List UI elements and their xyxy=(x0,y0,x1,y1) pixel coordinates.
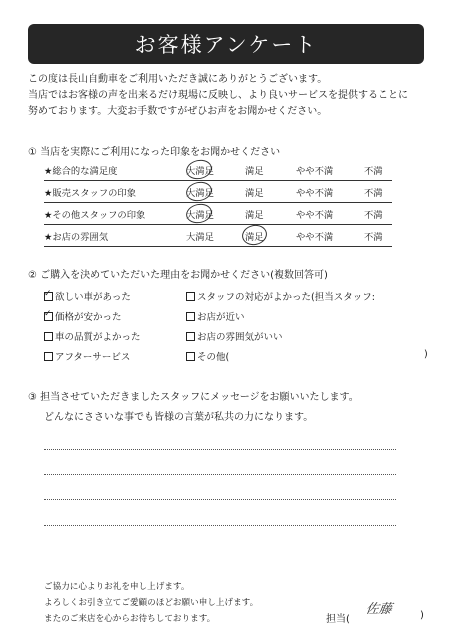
checkbox[interactable] xyxy=(44,289,53,301)
message-line xyxy=(44,474,396,475)
page-title: お客様アンケート xyxy=(28,24,424,64)
answer-circle-mark xyxy=(184,158,213,182)
checkbox[interactable] xyxy=(44,309,53,321)
reason-low-price[interactable] xyxy=(44,309,122,323)
row-divider xyxy=(44,246,392,247)
q3-heading: ③ 担当させていただきましたスタッフにメッセージをお願いいたします。 xyxy=(28,392,359,403)
reason-other[interactable] xyxy=(186,349,229,363)
other-close-paren: ) xyxy=(424,349,428,360)
row-divider xyxy=(44,180,392,181)
checkbox[interactable] xyxy=(186,352,195,361)
reason-label: スタッフの対応がよかった(担当スタッフ: xyxy=(197,292,375,303)
checkbox[interactable] xyxy=(44,352,53,361)
reason-car-quality[interactable] xyxy=(44,329,141,343)
reason-store-nearby[interactable] xyxy=(186,309,245,323)
closing-line-3: またのご来店を心からお待ちしております。 xyxy=(44,614,216,624)
reason-label: お店の雰囲気がいい xyxy=(197,332,283,343)
reason-after-service[interactable] xyxy=(44,349,130,363)
option-satisfied[interactable]: 満足 xyxy=(245,188,264,199)
option-very-satisfied[interactable]: 大満足 xyxy=(186,166,214,177)
q1-row-label: ★お店の雰囲気 xyxy=(44,232,109,243)
reason-label: その他( xyxy=(197,352,230,363)
option-satisfied[interactable]: 満足 xyxy=(245,232,264,243)
q2-heading: ② ご購入を決めていただいた理由をお聞かせください(複数回答可) xyxy=(28,270,328,281)
check-mark-icon: ✓ xyxy=(44,309,52,319)
q1-row-label: ★その他スタッフの印象 xyxy=(44,210,146,221)
option-satisfied[interactable]: 満足 xyxy=(245,210,264,221)
reason-staff-service[interactable] xyxy=(186,289,396,303)
reason-label: 価格が安かった xyxy=(55,312,122,323)
checkbox[interactable] xyxy=(186,332,195,341)
option-very-satisfied[interactable]: 大満足 xyxy=(186,210,214,221)
option-satisfied[interactable]: 満足 xyxy=(245,166,264,177)
reason-label: 欲しい車があった xyxy=(55,292,131,303)
row-divider xyxy=(44,202,392,203)
option-very-satisfied[interactable]: 大満足 xyxy=(186,188,214,199)
q1-row-label: ★販売スタッフの印象 xyxy=(44,188,137,199)
staff-name-handwritten: 佐藤 xyxy=(364,602,393,617)
option-dissatisfied[interactable]: 不満 xyxy=(364,166,383,177)
closing-line-2: よろしくお引き立てご愛顧のほどお願い申し上げます。 xyxy=(44,598,259,608)
option-dissatisfied[interactable]: 不満 xyxy=(364,232,383,243)
q3-subheading: どんなにささいな事でも皆様の言葉が私共の力になります。 xyxy=(44,412,314,423)
answer-circle-mark xyxy=(240,223,269,248)
option-somewhat-dissatisfied[interactable]: やや不満 xyxy=(296,232,334,243)
message-line xyxy=(44,499,396,500)
q1-heading: ① 当店を実際にご利用になった印象をお聞かせください xyxy=(28,147,281,158)
option-dissatisfied[interactable]: 不満 xyxy=(364,188,383,199)
staff-label: 担当( xyxy=(326,614,350,625)
q1-row-label: ★総合的な満足度 xyxy=(44,166,118,177)
message-line xyxy=(44,525,396,526)
intro-line-3: 努めております。大変お手数ですがぜひお声をお聞かせください。 xyxy=(28,106,328,117)
option-dissatisfied[interactable]: 不満 xyxy=(364,210,383,221)
intro-line-1: この度は長山自動車をご利用いただき誠にありがとうございます。 xyxy=(28,74,328,85)
option-very-satisfied[interactable]: 大満足 xyxy=(186,232,214,243)
option-somewhat-dissatisfied[interactable]: やや不満 xyxy=(296,210,334,221)
reason-label: お店が近い xyxy=(197,312,245,323)
closing-line-1: ご協力に心よりお礼を申し上げます。 xyxy=(44,582,190,592)
option-somewhat-dissatisfied[interactable]: やや不満 xyxy=(296,166,334,177)
checkbox[interactable] xyxy=(186,292,195,301)
reason-label: アフターサービス xyxy=(55,352,131,363)
intro-line-2: 当店ではお客様の声を出来るだけ現場に反映し、より良いサービスを提供することに xyxy=(28,90,408,101)
reason-label: 車の品質がよかった xyxy=(55,332,141,343)
check-mark-icon: ✓ xyxy=(44,289,52,299)
checkbox[interactable] xyxy=(44,332,53,341)
option-somewhat-dissatisfied[interactable]: やや不満 xyxy=(296,188,334,199)
reason-store-atmosphere[interactable] xyxy=(186,329,283,343)
reason-wanted-car[interactable] xyxy=(44,289,131,303)
answer-circle-mark xyxy=(184,180,213,204)
message-line xyxy=(44,449,396,450)
row-divider xyxy=(44,224,392,225)
answer-circle-mark xyxy=(184,202,213,226)
staff-close-paren: ) xyxy=(420,610,424,621)
checkbox[interactable] xyxy=(186,312,195,321)
